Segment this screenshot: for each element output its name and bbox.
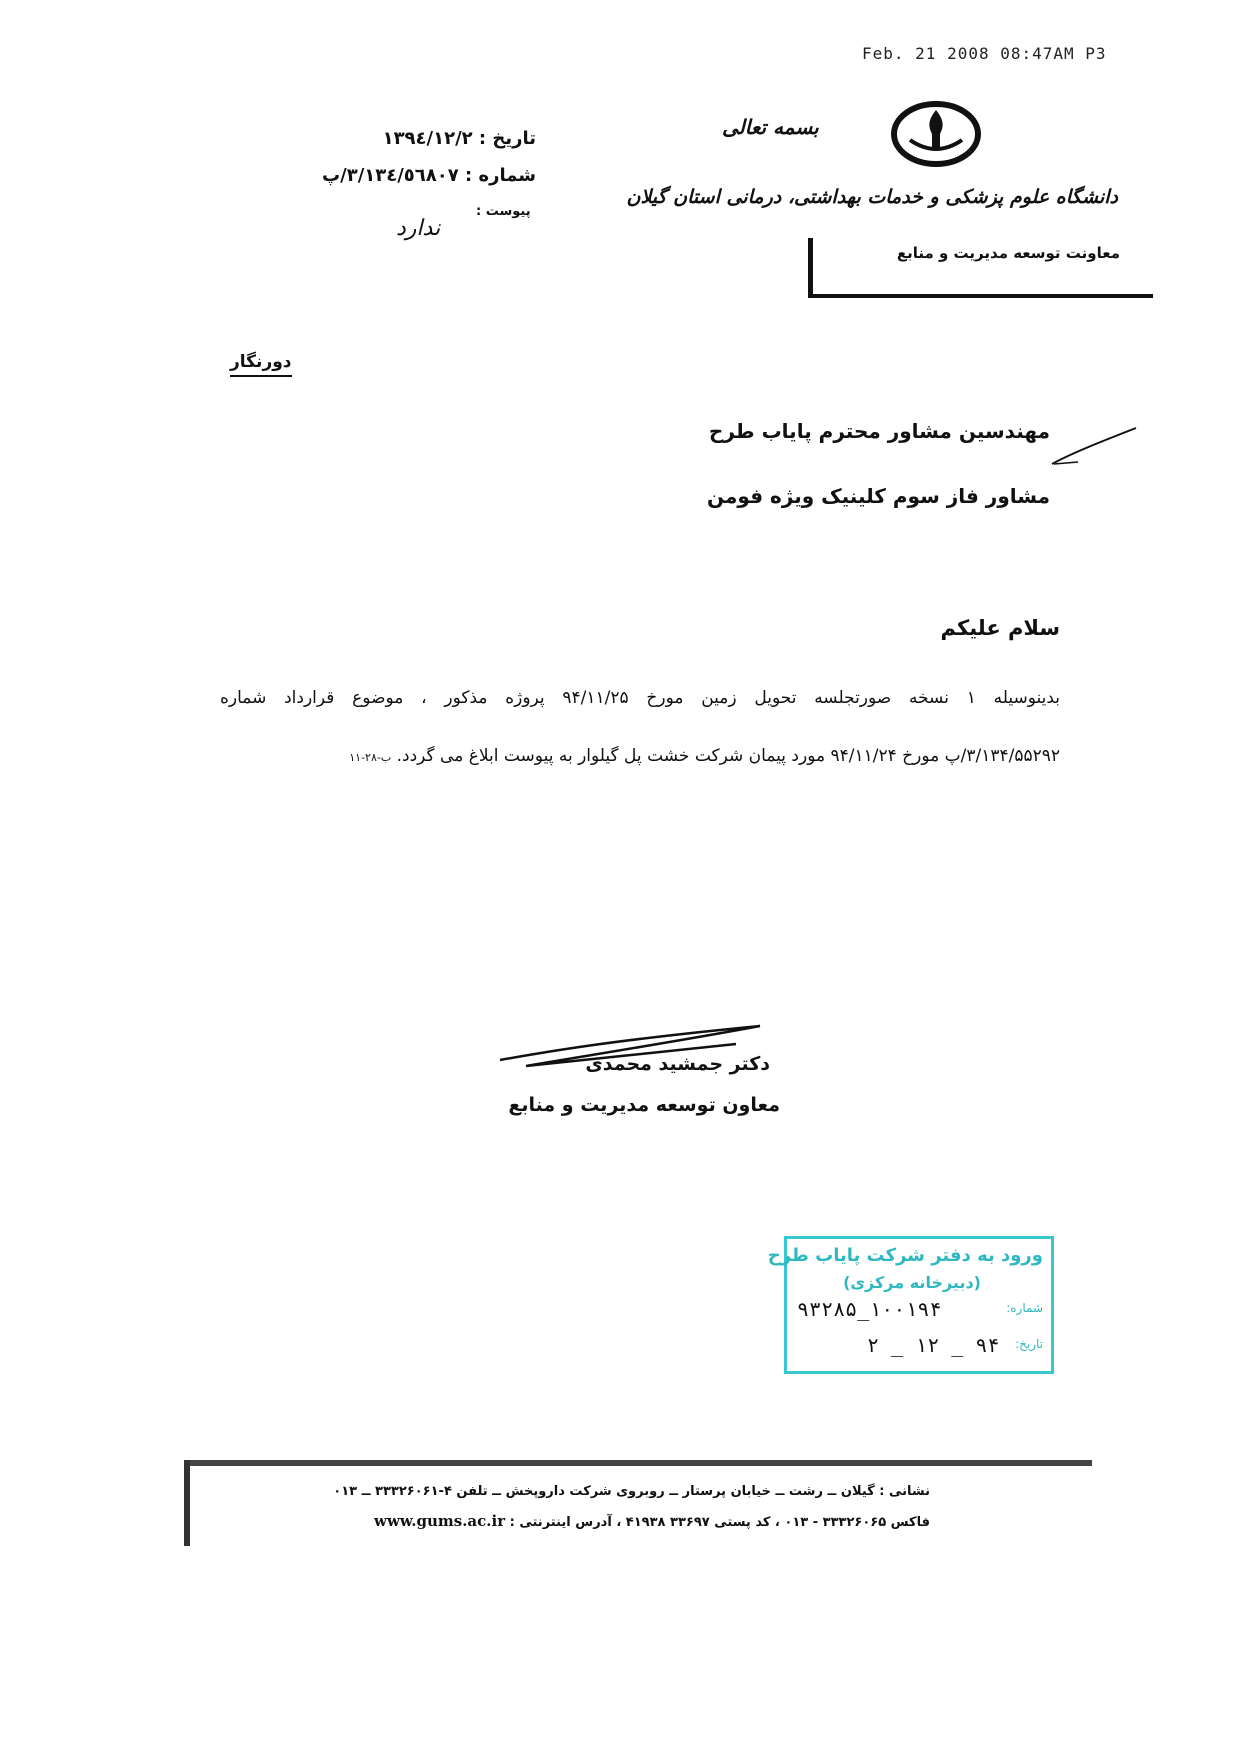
number-value: ۳/۱۳٤/٥٦۸۰۷/پ bbox=[322, 165, 459, 186]
body-code: ب-۲۸-۱۱ bbox=[349, 751, 392, 764]
receipt-stamp bbox=[767, 1236, 1054, 1374]
signatory-name: دکتر جمشید محمدی bbox=[585, 1053, 770, 1075]
department-name: معاونت توسعه مدیریت و منابع bbox=[896, 244, 1120, 262]
signatory-title: معاون توسعه مدیریت و منابع bbox=[508, 1094, 780, 1116]
footer-contact: فاکس ۳۳۳۲۶۰۶۵ - ۰۱۳ ، کد پستی ۳۳۶۹۷ ۴۱۹۳۸ ، آدرس اینترنتی : bbox=[509, 1515, 930, 1530]
bismillah-text: بسمه تعالی bbox=[722, 115, 819, 139]
number-label: شماره : bbox=[465, 165, 536, 186]
footer-address: نشانی : گیلان ــ رشت ــ خیابان پرستار ــ روبروی شرکت داروپخش ــ تلفن ۴-۳۳۳۲۶۰۶۱ ــ ۰۱۳ bbox=[333, 1484, 930, 1499]
greeting: سلام علیکم bbox=[940, 616, 1060, 640]
footer-rule bbox=[186, 1460, 1092, 1466]
stamp-number-label: شماره: bbox=[1006, 1301, 1043, 1315]
body-line-2: ۳/۱۳۴/۵۵۲۹۲/پ مورخ ۹۴/۱۱/۲۴ مورد پیمان شرکت خشت پل گیلوار به پیوست ابلاغ می گردد. bbox=[396, 746, 1060, 766]
stamp-date-label: تاریخ: bbox=[1015, 1337, 1043, 1351]
stamp-title: ورود به دفتر شرکت پایاب طرح bbox=[767, 1245, 1043, 1266]
body-line-1: بدینوسیله ۱ نسخه صورتجلسه تحویل زمین مورخ ۹۴/۱۱/۲۵ پروژه مذکور ، موضوع قرارداد شماره bbox=[220, 688, 1060, 708]
footer-contact-row bbox=[360, 1512, 930, 1530]
stamp-number-value: ۱۰۰۱۹۴_۹۳۲۸۵ bbox=[797, 1297, 942, 1321]
number-row bbox=[316, 165, 536, 186]
stamp-subtitle: (دبیرخانه مرکزی) bbox=[843, 1273, 981, 1292]
fax-label: دورنگار bbox=[230, 352, 292, 377]
university-logo-icon bbox=[888, 96, 984, 172]
stamp-date-value: ۹۴ _ ۱۲ _ ۲ bbox=[867, 1333, 1000, 1357]
attachment-value: ندارد bbox=[396, 216, 441, 241]
body-line-2-row bbox=[250, 746, 1060, 766]
footer-side-rule bbox=[184, 1460, 190, 1546]
handwritten-stroke-icon bbox=[1050, 424, 1140, 468]
footer-website-link[interactable]: www.gums.ac.ir bbox=[374, 1512, 506, 1530]
attachment-label: پیوست : bbox=[476, 204, 531, 219]
addressee-line-1: مهندسین مشاور محترم پایاب طرح bbox=[708, 419, 1050, 443]
date-label: تاریخ : bbox=[478, 128, 536, 149]
addressee-line-2: مشاور فاز سوم کلینیک ویژه فومن bbox=[707, 484, 1050, 508]
date-row bbox=[366, 128, 536, 149]
date-value: ۱۳۹٤/۱۲/۲ bbox=[382, 128, 473, 149]
university-name: دانشگاه علوم پزشکی و خدمات بهداشتی، درمانی استان گیلان bbox=[626, 186, 1118, 208]
fax-timestamp-header: Feb. 21 2008 08:47AM P3 bbox=[862, 44, 1107, 63]
